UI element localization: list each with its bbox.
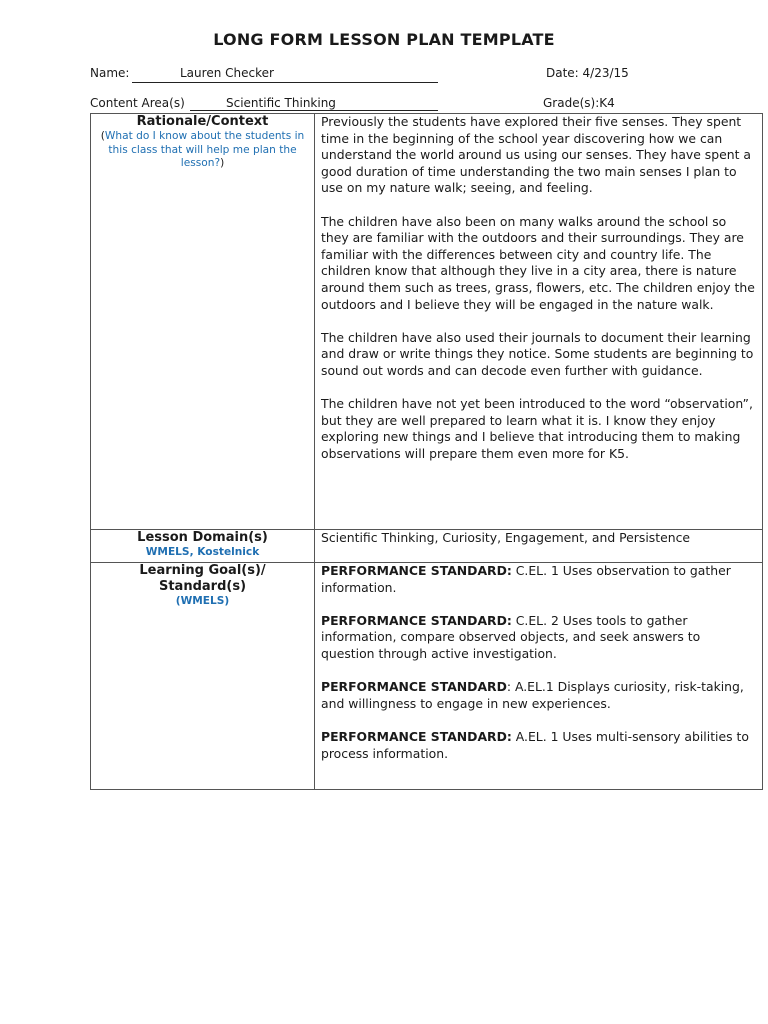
rationale-paragraph: Previously the students have explored their five senses. They spent time in the beginning of the school year discovering how we can understand the world around us using our senses. They have spent a good duration of time understanding the two main senses I plan to use on my nature walk; seeing, and feeling.	[321, 114, 751, 196]
standard-label: PERFORMANCE STANDARD:	[321, 612, 512, 628]
standard-text: A.EL. 1 Uses multi-sensory abilities to process information.	[321, 728, 749, 761]
standard-text: C.EL. 1 Uses observation to gather information.	[321, 563, 731, 595]
date-label: Date: 4/23/15	[546, 66, 629, 80]
name-value: Lauren Checker	[180, 66, 274, 80]
standard-item	[321, 679, 756, 712]
grades-label: Grade(s):K4	[543, 96, 615, 110]
domain-content-cell	[315, 530, 763, 563]
standard-label: PERFORMANCE STANDARD	[321, 679, 507, 695]
goals-label-cell	[91, 563, 315, 790]
rationale-paragraph: The children have not yet been introduced to the word “observation”, but they are well prepared to learn what it is. I know they enjoy exploring new things and I believe that introducing them to making observations will prepare them even more for K5.	[321, 396, 753, 461]
rationale-prompt	[95, 130, 310, 171]
domain-label-cell	[91, 530, 315, 563]
rationale-prompt-text: What do I know about the students in this class that will help me plan the lesson?	[104, 130, 305, 169]
content-area-underline	[190, 110, 438, 111]
domain-value: Scientific Thinking, Curiosity, Engagement, and Persistence	[321, 530, 691, 545]
rationale-content-cell	[315, 114, 763, 530]
domain-sub: WMELS, Kostelnick	[145, 546, 260, 558]
rationale-paragraph: The children have also used their journals to document their learning and draw or write things they notice. Some students are beginning to sound out words and can decode even further with guidance.	[321, 329, 754, 378]
goals-sub: (WMELS)	[175, 595, 230, 607]
name-underline	[132, 82, 438, 83]
rationale-paragraph: The children have also been on many walks around the school so they are familiar with the outdoors and their surroundings. They are familiar with the differences between city and country life. The children know that although they live in a city area, there is nature around them such as trees, grass, flowers, etc. The children enjoy the outdoors and I believe they will be engaged in the nature walk.	[321, 213, 755, 312]
goals-heading-line2: Standard(s)	[158, 579, 247, 594]
domain-row	[91, 530, 763, 563]
content-area-label: Content Area(s)	[90, 96, 185, 110]
goals-content-cell	[315, 563, 763, 790]
prompt-close-paren: )	[220, 157, 225, 169]
standard-text: : A.EL.1 Displays curiosity, risk-taking, and willingness to engage in new experiences.	[321, 679, 744, 711]
name-label: Name:	[90, 66, 130, 80]
rationale-heading: Rationale/Context	[136, 114, 269, 129]
lesson-plan-table	[90, 113, 763, 790]
content-area-value: Scientific Thinking	[226, 96, 336, 110]
standard-item	[321, 563, 756, 596]
prompt-open-paren: (	[100, 130, 105, 142]
standard-label: PERFORMANCE STANDARD:	[321, 728, 512, 744]
document-title: LONG FORM LESSON PLAN TEMPLATE	[213, 30, 555, 49]
goals-row	[91, 563, 763, 790]
standard-label: PERFORMANCE STANDARD:	[321, 563, 512, 578]
goals-heading-line1: Learning Goal(s)/	[139, 563, 266, 578]
standard-text: C.EL. 2 Uses tools to gather information, compare observed objects, and seek answers to question through active investigation.	[321, 612, 701, 661]
domain-heading: Lesson Domain(s)	[137, 530, 268, 545]
standard-item	[321, 613, 756, 663]
standard-item	[321, 729, 756, 762]
rationale-row	[91, 114, 763, 530]
rationale-label-cell	[91, 114, 315, 530]
